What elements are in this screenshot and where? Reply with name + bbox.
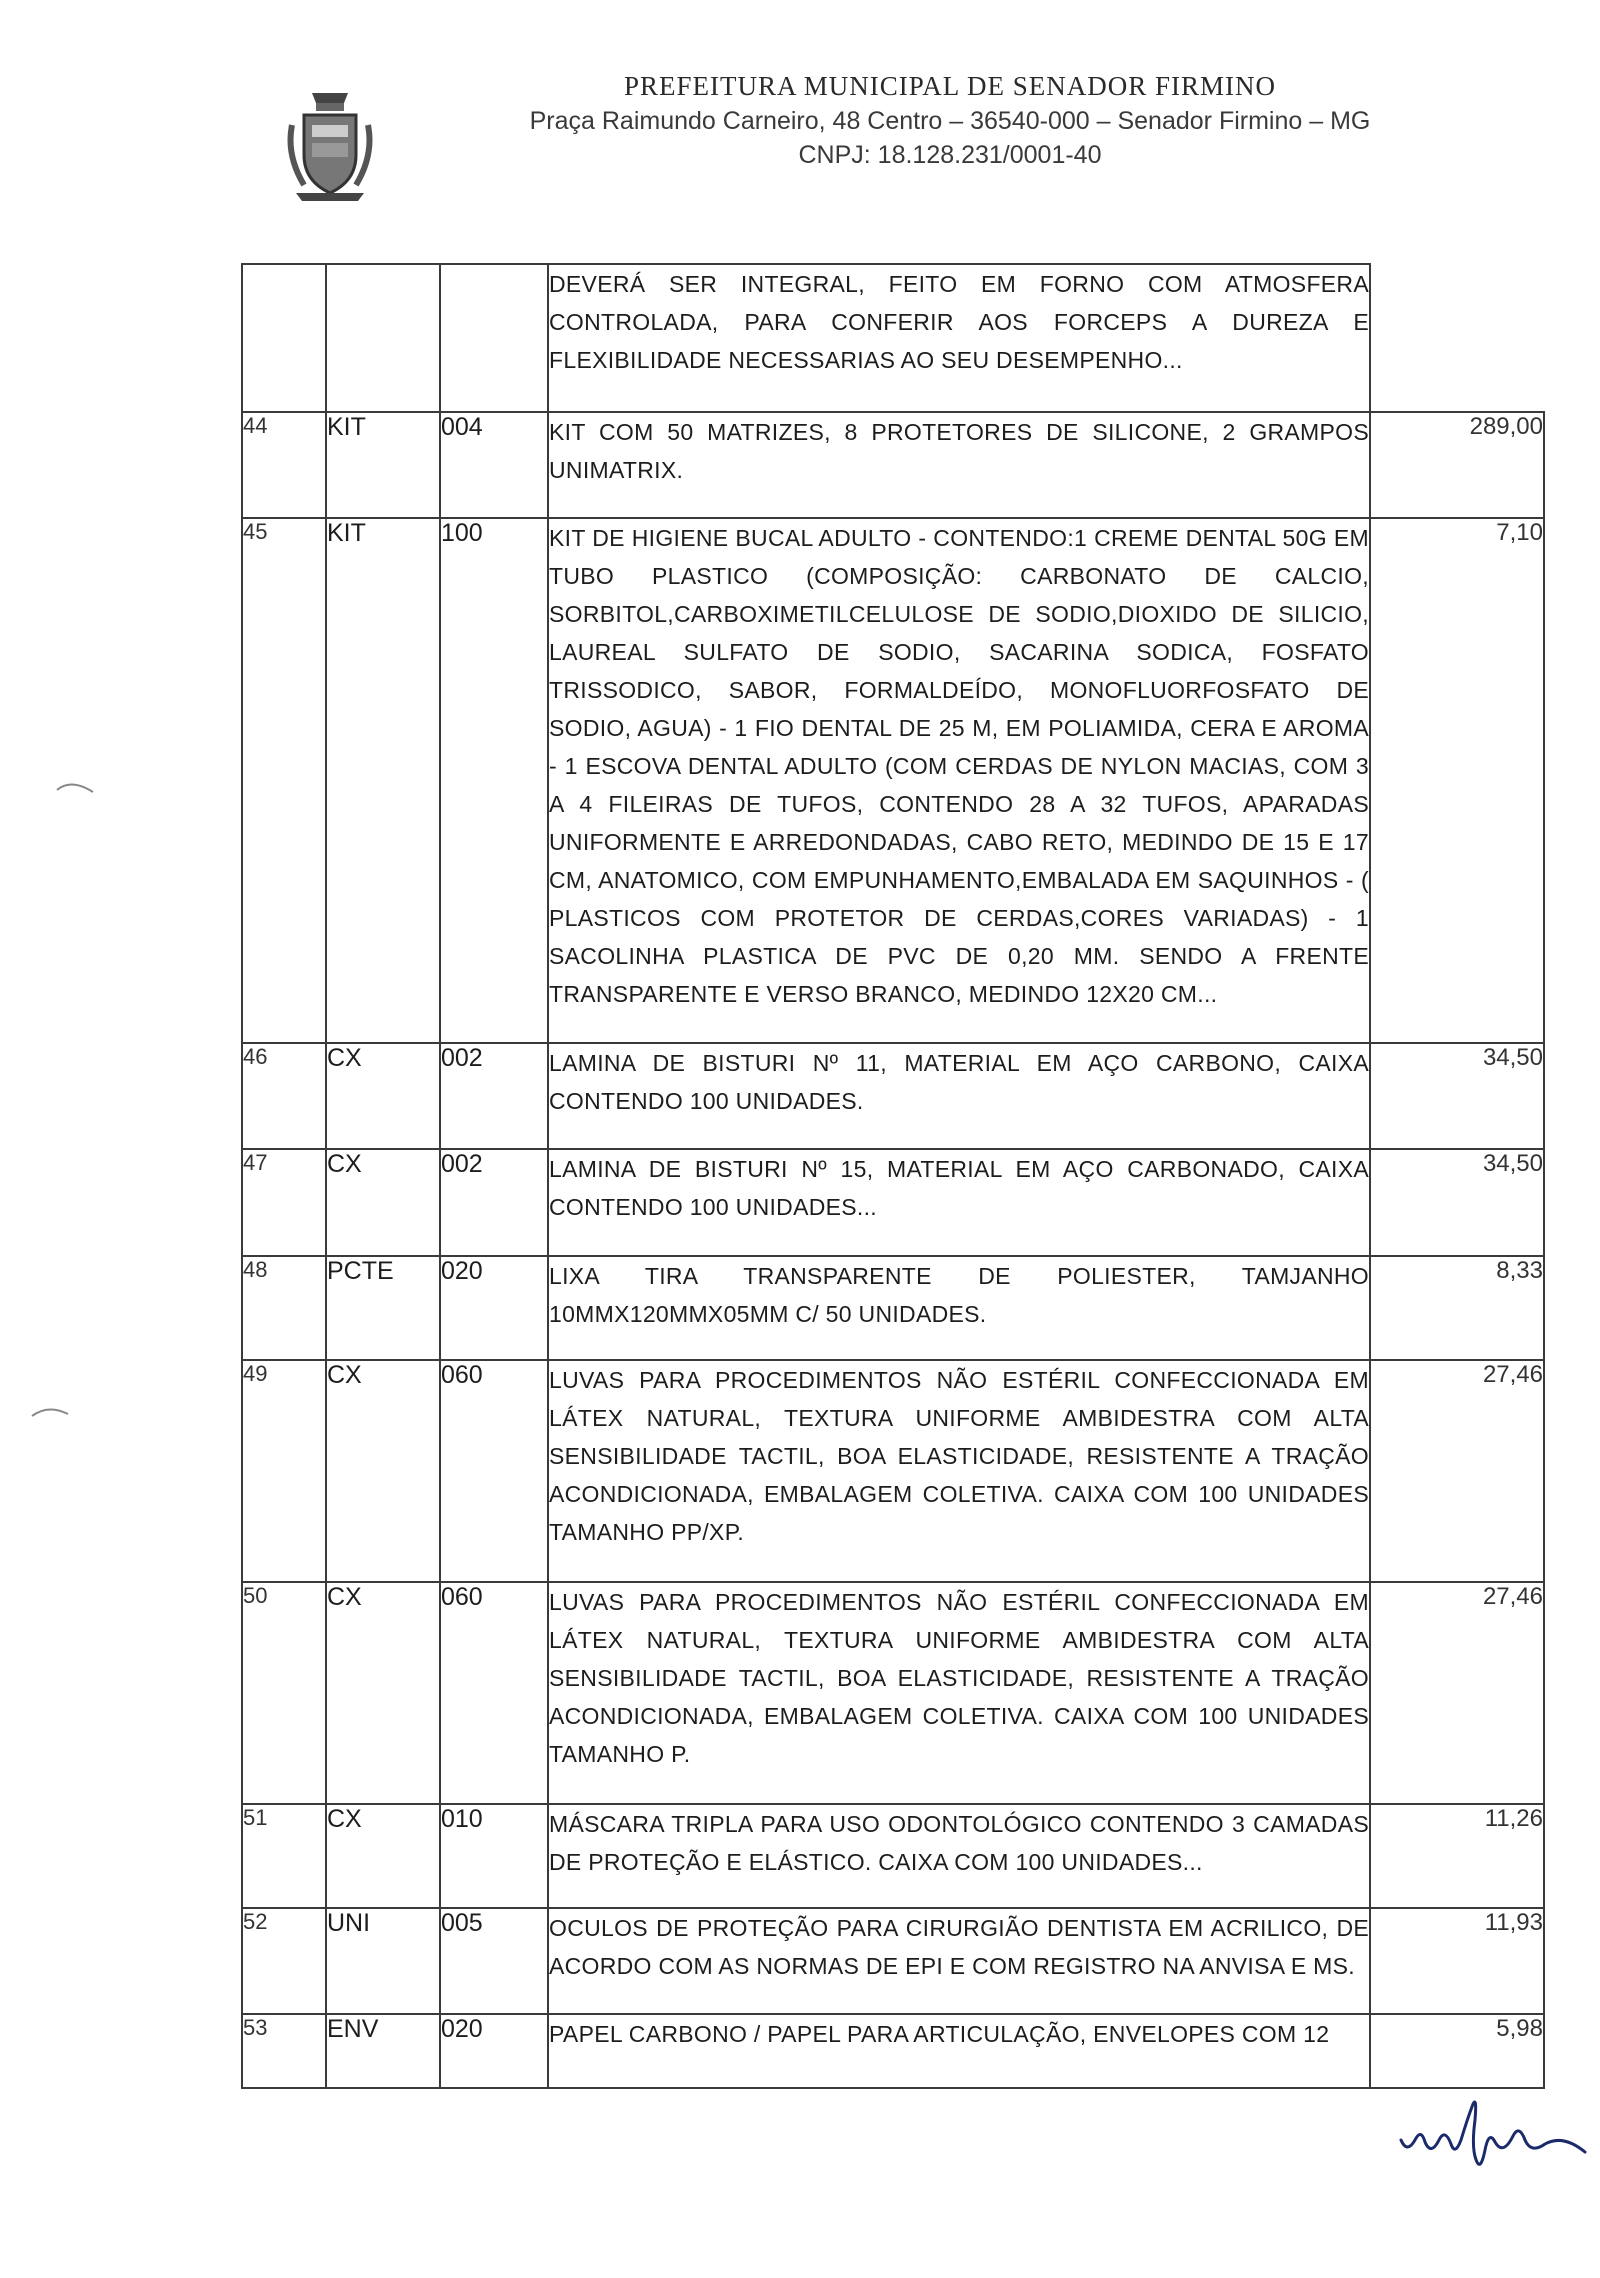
item-unit: CX — [326, 1043, 440, 1149]
items-table — [241, 263, 1545, 2089]
margin-tick-mark — [30, 1404, 70, 1418]
item-quantity: 060 — [440, 1582, 548, 1804]
table-row — [242, 1360, 1544, 1582]
table-row — [242, 412, 1544, 518]
item-unit: UNI — [326, 1908, 440, 2014]
item-number: 46 — [242, 1043, 326, 1149]
item-number: 44 — [242, 412, 326, 518]
item-unit: PCTE — [326, 1256, 440, 1360]
item-price: 7,10 — [1370, 518, 1544, 1043]
item-price: 289,00 — [1370, 412, 1544, 518]
item-quantity: 060 — [440, 1360, 548, 1582]
item-price: 27,46 — [1370, 1582, 1544, 1804]
item-unit: CX — [326, 1804, 440, 1908]
item-price: 11,93 — [1370, 1908, 1544, 2014]
table-row — [242, 518, 1544, 1043]
table-row — [242, 1908, 1544, 2014]
item-description: MÁSCARA TRIPLA PARA USO ODONTOLÓGICO CONTENDO 3 CAMADAS DE PROTEÇÃO E ELÁSTICO. CAIXA COM 100 UNIDADES... — [548, 1804, 1370, 1908]
item-unit: ENV — [326, 2014, 440, 2088]
item-quantity: 004 — [440, 412, 548, 518]
item-quantity: 005 — [440, 1908, 548, 2014]
item-unit: CX — [326, 1149, 440, 1256]
item-quantity: 100 — [440, 518, 548, 1043]
item-number: 53 — [242, 2014, 326, 2088]
item-unit: KIT — [326, 412, 440, 518]
table-row-continuation — [242, 264, 1544, 412]
item-description: LAMINA DE BISTURI Nº 15, MATERIAL EM AÇO CARBONADO, CAIXA CONTENDO 100 UNIDADES... — [548, 1149, 1370, 1256]
table-row — [242, 1043, 1544, 1149]
item-number: 48 — [242, 1256, 326, 1360]
item-price: 5,98 — [1370, 2014, 1544, 2088]
item-description: OCULOS DE PROTEÇÃO PARA CIRURGIÃO DENTISTA EM ACRILICO, DE ACORDO COM AS NORMAS DE EPI E COM REGISTRO NA ANVISA E MS. — [548, 1908, 1370, 2014]
item-number: 52 — [242, 1908, 326, 2014]
item-quantity: 020 — [440, 2014, 548, 2088]
item-price: 27,46 — [1370, 1360, 1544, 1582]
municipality-title: PREFEITURA MUNICIPAL DE SENADOR FIRMINO — [623, 71, 1277, 101]
item-number: 47 — [242, 1149, 326, 1256]
item-price: 34,50 — [1370, 1149, 1544, 1256]
item-quantity: 002 — [440, 1149, 548, 1256]
item-description: LIXA TIRA TRANSPARENTE DE POLIESTER, TAMJANHO 10MMX120MMX05MM C/ 50 UNIDADES. — [548, 1256, 1370, 1360]
item-price: 11,26 — [1370, 1804, 1544, 1908]
item-unit: CX — [326, 1582, 440, 1804]
table-row — [242, 1256, 1544, 1360]
item-quantity: 020 — [440, 1256, 548, 1360]
item-quantity: 002 — [440, 1043, 548, 1149]
item-unit: CX — [326, 1360, 440, 1582]
table-row — [242, 1149, 1544, 1256]
item-price: 34,50 — [1370, 1043, 1544, 1149]
item-description: LUVAS PARA PROCEDIMENTOS NÃO ESTÉRIL CONFECCIONADA EM LÁTEX NATURAL, TEXTURA UNIFORME AMBIDESTRA COM ALTA SENSIBILIDADE TACTIL, BOA ELASTICIDADE, RESISTENTE A TRAÇÃO ACONDICIONADA, EMBALAGEM COLETIVA. CAIXA COM 100 UNIDADES TAMANHO PP/XP. — [548, 1360, 1370, 1582]
table-row — [242, 1804, 1544, 1908]
item-description: DEVERÁ SER INTEGRAL, FEITO EM FORNO COM ATMOSFERA CONTROLADA, PARA CONFERIR AOS FORCEPS A DUREZA E FLEXIBILIDADE NECESSARIAS AO SEU DESEMPENHO... — [548, 264, 1370, 412]
item-description: PAPEL CARBONO / PAPEL PARA ARTICULAÇÃO, ENVELOPES COM 12 — [548, 2014, 1370, 2088]
municipality-address: Praça Raimundo Carneiro, 48 Centro – 36540-000 – Senador Firmino – MG — [529, 107, 1371, 135]
table-row — [242, 1582, 1544, 1804]
item-price: 8,33 — [1370, 1256, 1544, 1360]
municipality-cnpj: CNPJ: 18.128.231/0001-40 — [798, 141, 1102, 169]
item-number: 50 — [242, 1582, 326, 1804]
item-description: LUVAS PARA PROCEDIMENTOS NÃO ESTÉRIL CONFECCIONADA EM LÁTEX NATURAL, TEXTURA UNIFORME AMBIDESTRA COM ALTA SENSIBILIDADE TACTIL, BOA ELASTICIDADE, RESISTENTE A TRAÇÃO ACONDICIONADA, EMBALAGEM COLETIVA. CAIXA COM 100 UNIDADES TAMANHO P. — [548, 1582, 1370, 1804]
item-unit: KIT — [326, 518, 440, 1043]
item-number: 51 — [242, 1804, 326, 1908]
item-description: KIT DE HIGIENE BUCAL ADULTO - CONTENDO:1 CREME DENTAL 50G EM TUBO PLASTICO (COMPOSIÇÃO: CARBONATO DE CALCIO, SORBITOL,CARBOXIMETILCELULOSE DE SODIO,DIOXIDO DE SILICIO, LAUREAL SULFATO DE SODIO, SACARINA SODICA, FOSFATO TRISSODICO, SABOR, FORMALDEÍDO, MONOFLUORFOSFATO DE SODIO, AGUA) - 1 FIO DENTAL DE 25 M, EM POLIAMIDA, CERA E AROMA - 1 ESCOVA DENTAL ADULTO (COM CERDAS DE NYLON MACIAS, COM 3 A 4 FILEIRAS DE TUFOS, CONTENDO 28 A 32 TUFOS, APARADAS UNIFORMENTE E ARREDONDADAS, CABO RETO, MEDINDO DE 15 E 17 CM, ANATOMICO, COM EMPUNHAMENTO,EMBALADA EM SAQUINHOS - ( PLASTICOS COM PROTETOR DE CERDAS,CORES VARIADAS) - 1 SACOLINHA PLASTICA DE PVC DE 0,20 MM. SENDO A FRENTE TRANSPARENTE E VERSO BRANCO, MEDINDO 12X20 CM... — [548, 518, 1370, 1043]
item-description: KIT COM 50 MATRIZES, 8 PROTETORES DE SILICONE, 2 GRAMPOS UNIMATRIX. — [548, 412, 1370, 518]
item-description: LAMINA DE BISTURI Nº 11, MATERIAL EM AÇO CARBONO, CAIXA CONTENDO 100 UNIDADES. — [548, 1043, 1370, 1149]
item-number: 49 — [242, 1360, 326, 1582]
item-quantity: 010 — [440, 1804, 548, 1908]
table-row — [242, 2014, 1544, 2088]
letterhead — [0, 60, 1600, 180]
margin-tick-mark — [55, 780, 95, 794]
item-number: 45 — [242, 518, 326, 1043]
initials-signature — [1395, 2090, 1595, 2180]
municipal-crest-icon — [282, 85, 378, 205]
